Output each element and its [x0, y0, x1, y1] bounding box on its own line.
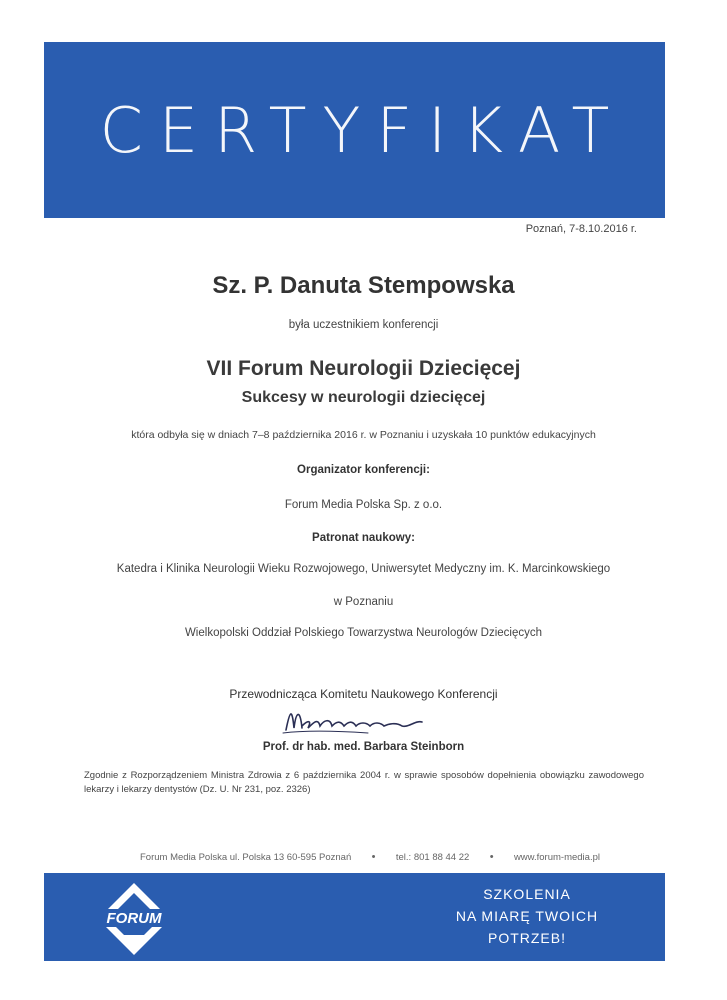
chair-role: Przewodnicząca Komitetu Naukowego Konferencji	[229, 687, 498, 701]
slogan-line: SZKOLENIA	[483, 886, 571, 902]
header-banner	[44, 42, 665, 218]
slogan-line: NA MIARĘ TWOICH	[455, 908, 599, 924]
footer-website: www.forum-media.pl	[513, 851, 600, 863]
separator-dot: •	[371, 851, 376, 863]
footer-contact	[140, 851, 600, 863]
logo-text: FORUM	[106, 910, 162, 927]
organizer-value: Forum Media Polska Sp. z o.o.	[284, 499, 443, 511]
footer-phone: tel.: 801 88 44 22	[395, 851, 470, 863]
chair-name: Prof. dr hab. med. Barbara Steinborn	[262, 741, 465, 753]
conference-subtitle: Sukcesy w neurologii dziecięcej	[241, 389, 486, 406]
organizer-label: Organizator konferencji:	[297, 464, 430, 476]
conference-title: VII Forum Neurologii Dziecięcej	[206, 357, 521, 380]
conference-details: która odbyła się w dniach 7–8 października 2016 r. w Poznaniu i uzyskała 10 punktów edukacyjnych	[131, 429, 596, 441]
patronage-line: Katedra i Klinika Neurologii Wieku Rozwojowego, Uniwersytet Medyczny im. K. Marcinkowskiego	[116, 563, 611, 575]
legal-note: Zgodnie z Rozporządzeniem Ministra Zdrowia z 6 października 2004 r. w sprawie sposobów dopełnienia obowiązku zawodowego lekarzy i lekarzy dentystów (Dz. U. Nr 231, poz. 2326)	[84, 770, 644, 795]
patronage-line: w Poznaniu	[333, 596, 394, 608]
footer-address: Forum Media Polska ul. Polska 13 60-595 Poznań	[140, 851, 352, 863]
patronage-line: Wielkopolski Oddział Polskiego Towarzystwa Neurologów Dziecięcych	[184, 627, 543, 639]
separator-dot: •	[489, 851, 494, 863]
slogan-line: POTRZEB!	[487, 930, 566, 946]
certificate-title: CERTYFIKAT	[99, 93, 626, 167]
participant-text: była uczestnikiem konferencji	[288, 319, 439, 331]
forum-logo-icon	[94, 879, 174, 957]
patronage-label: Patronat naukowy:	[312, 532, 415, 544]
footer-banner	[44, 873, 665, 961]
issue-date: Poznań, 7-8.10.2016 r.	[525, 223, 637, 235]
signature-icon	[278, 700, 428, 740]
recipient-name: Sz. P. Danuta Stempowska	[212, 272, 515, 299]
slogan	[432, 883, 622, 949]
